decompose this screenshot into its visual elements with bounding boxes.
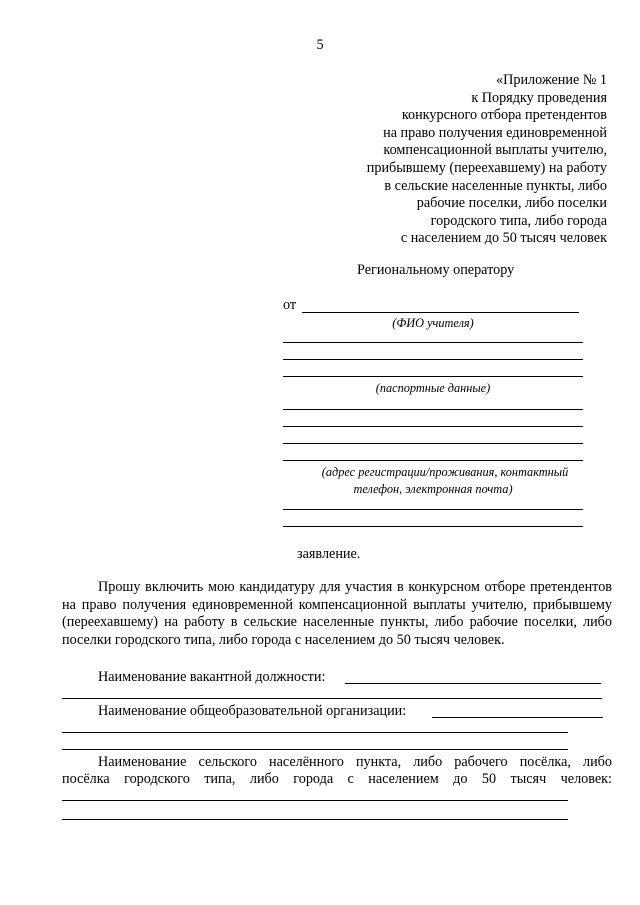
addressee: Региональному оператору <box>357 262 515 278</box>
contact-line-1[interactable] <box>283 509 583 510</box>
address-line-4[interactable] <box>283 460 583 461</box>
appendix-line: рабочие поселки, либо поселки <box>416 195 607 212</box>
passport-caption: (паспортные данные) <box>375 381 491 395</box>
from-label: от <box>283 297 297 313</box>
appendix-line: конкурсного отбора претендентов <box>401 107 607 124</box>
appendix-header <box>367 72 607 248</box>
organization-label: Наименование общеобразовательной организации: <box>98 703 407 719</box>
address-caption-line-1: (адрес регистрации/проживания, контактный <box>321 465 569 479</box>
appendix-line: городского типа, либо города <box>430 212 607 229</box>
request-paragraph: Прошу включить мою кандидатуру для участия в конкурсном отборе претендентов на право получения единовременной компенсационной выплаты учителю, прибывшему (переехавшему) на работу в сельские населенные пункты, либо рабочие поселки, либо поселки городского типа, либо города с населением до 50 тысяч человек. <box>62 579 612 648</box>
organization-input-line-3[interactable] <box>62 749 568 750</box>
vacancy-label: Наименование вакантной должности: <box>98 669 326 685</box>
locality-label-line-2: посёлка городского типа, либо города с населением до 50 тысяч человек: <box>62 771 612 787</box>
page-number: 5 <box>316 37 324 53</box>
passport-line-2[interactable] <box>283 359 583 360</box>
locality-input-line-2[interactable] <box>62 819 568 820</box>
organization-input-line-2[interactable] <box>62 732 568 733</box>
vacancy-input-line[interactable] <box>345 683 601 684</box>
statement-title: заявление. <box>297 546 361 562</box>
passport-line-1[interactable] <box>283 342 583 343</box>
fio-caption: (ФИО учителя) <box>392 316 474 330</box>
appendix-line: «Приложение № 1 <box>496 72 607 88</box>
organization-input-line[interactable] <box>432 717 603 718</box>
appendix-line: с населением до 50 тысяч человек <box>400 230 607 247</box>
locality-input-line-1[interactable] <box>62 800 568 801</box>
passport-line-3[interactable] <box>283 376 583 377</box>
appendix-line: прибывшему (переехавшему) на работу <box>366 159 607 176</box>
appendix-line: на право получения единовременной <box>383 124 607 141</box>
address-caption-line-2: телефон, электронная почта) <box>353 482 513 496</box>
appendix-line: компенсационной выплаты учителю, <box>383 142 607 159</box>
appendix-line: к Порядку проведения <box>471 89 607 106</box>
fio-line[interactable] <box>302 312 579 313</box>
contact-line-2[interactable] <box>283 526 583 527</box>
address-line-1[interactable] <box>283 409 583 410</box>
address-line-3[interactable] <box>283 443 583 444</box>
address-line-2[interactable] <box>283 426 583 427</box>
locality-label-line-1: Наименование сельского населённого пункта, либо рабочего посёлка, либо <box>98 754 612 770</box>
appendix-line: в сельские населенные пункты, либо <box>384 177 607 194</box>
vacancy-input-line-2[interactable] <box>62 698 602 699</box>
